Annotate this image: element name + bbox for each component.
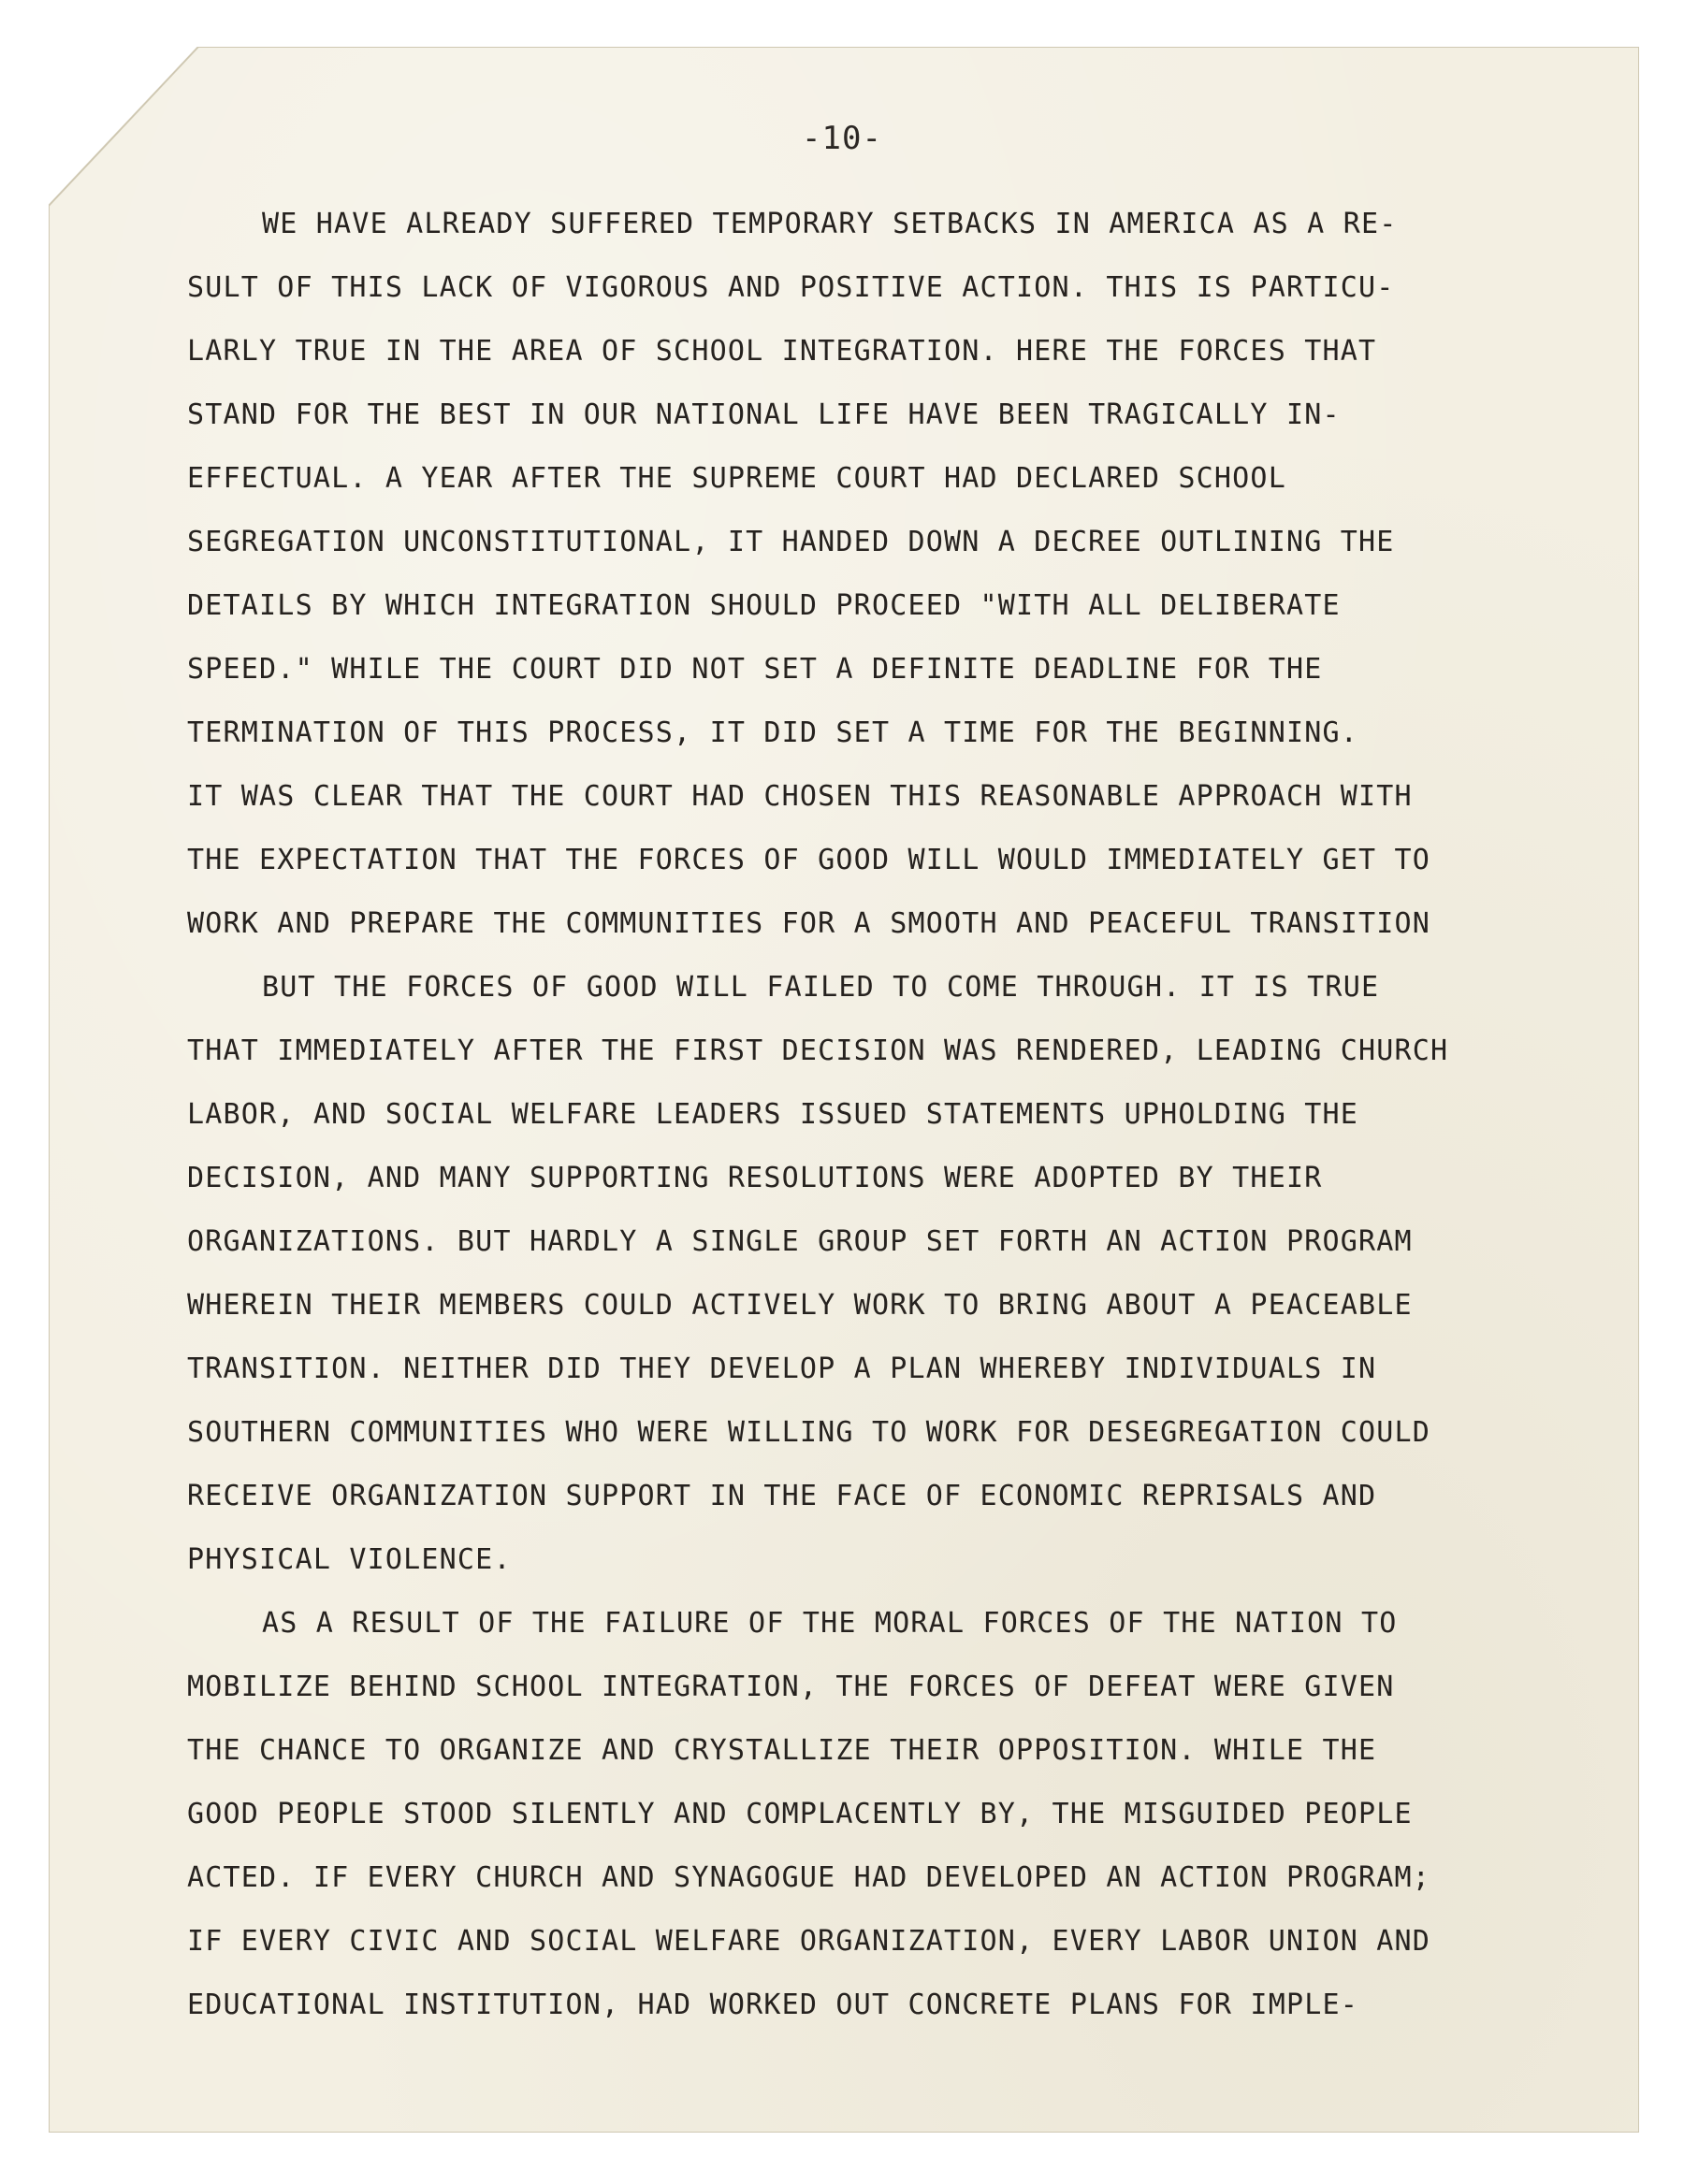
text-line: SULT OF THIS LACK OF VIGOROUS AND POSITIVE ACTION. THIS IS PARTICU- [187, 271, 1395, 304]
text-line: GOOD PEOPLE STOOD SILENTLY AND COMPLACENTLY BY, THE MISGUIDED PEOPLE [187, 1798, 1413, 1830]
text-line: EDUCATIONAL INSTITUTION, HAD WORKED OUT CONCRETE PLANS FOR IMPLE- [187, 1989, 1358, 2021]
text-line: WHEREIN THEIR MEMBERS COULD ACTIVELY WORK TO BRING ABOUT A PEACEABLE [187, 1289, 1413, 1322]
text-line: RECEIVE ORGANIZATION SUPPORT IN THE FACE OF ECONOMIC REPRISALS AND [187, 1480, 1377, 1512]
text-line: WE HAVE ALREADY SUFFERED TEMPORARY SETBACKS IN AMERICA AS A RE- [262, 208, 1398, 240]
text-line: THE CHANCE TO ORGANIZE AND CRYSTALLIZE THEIR OPPOSITION. WHILE THE [187, 1734, 1377, 1767]
text-line: EFFECTUAL. A YEAR AFTER THE SUPREME COURT HAD DECLARED SCHOOL [187, 462, 1286, 495]
text-line: PHYSICAL VIOLENCE. [187, 1543, 512, 1576]
text-line: SPEED." WHILE THE COURT DID NOT SET A DEFINITE DEADLINE FOR THE [187, 653, 1323, 686]
text-line: LARLY TRUE IN THE AREA OF SCHOOL INTEGRATION. HERE THE FORCES THAT [187, 335, 1377, 368]
text-line: ACTED. IF EVERY CHURCH AND SYNAGOGUE HAD DEVELOPED AN ACTION PROGRAM; [187, 1861, 1431, 1894]
text-line: DECISION, AND MANY SUPPORTING RESOLUTIONS WERE ADOPTED BY THEIR [187, 1162, 1323, 1194]
page-number: -10- [802, 120, 882, 157]
text-line: IF EVERY CIVIC AND SOCIAL WELFARE ORGANIZATION, EVERY LABOR UNION AND [187, 1925, 1431, 1958]
text-line: THAT IMMEDIATELY AFTER THE FIRST DECISION WAS RENDERED, LEADING CHURCH [187, 1034, 1449, 1067]
text-line: SOUTHERN COMMUNITIES WHO WERE WILLING TO WORK FOR DESEGREGATION COULD [187, 1416, 1431, 1449]
text-line: BUT THE FORCES OF GOOD WILL FAILED TO COME THROUGH. IT IS TRUE [262, 971, 1380, 1004]
text-line: THE EXPECTATION THAT THE FORCES OF GOOD WILL WOULD IMMEDIATELY GET TO [187, 844, 1431, 876]
text-line: TERMINATION OF THIS PROCESS, IT DID SET A TIME FOR THE BEGINNING. [187, 716, 1358, 749]
text-line: ORGANIZATIONS. BUT HARDLY A SINGLE GROUP SET FORTH AN ACTION PROGRAM [187, 1225, 1413, 1258]
text-line: WORK AND PREPARE THE COMMUNITIES FOR A SMOOTH AND PEACEFUL TRANSITION [187, 907, 1431, 940]
text-line: IT WAS CLEAR THAT THE COURT HAD CHOSEN THIS REASONABLE APPROACH WITH [187, 780, 1413, 813]
text-line: TRANSITION. NEITHER DID THEY DEVELOP A PLAN WHEREBY INDIVIDUALS IN [187, 1352, 1377, 1385]
text-line: LABOR, AND SOCIAL WELFARE LEADERS ISSUED STATEMENTS UPHOLDING THE [187, 1098, 1358, 1131]
text-line: MOBILIZE BEHIND SCHOOL INTEGRATION, THE FORCES OF DEFEAT WERE GIVEN [187, 1671, 1395, 1703]
text-line: SEGREGATION UNCONSTITUTIONAL, IT HANDED DOWN A DECREE OUTLINING THE [187, 526, 1395, 558]
text-line: AS A RESULT OF THE FAILURE OF THE MORAL FORCES OF THE NATION TO [262, 1607, 1398, 1640]
text-line: DETAILS BY WHICH INTEGRATION SHOULD PROCEED "WITH ALL DELIBERATE [187, 589, 1341, 622]
text-line: STAND FOR THE BEST IN OUR NATIONAL LIFE HAVE BEEN TRAGICALLY IN- [187, 398, 1341, 431]
